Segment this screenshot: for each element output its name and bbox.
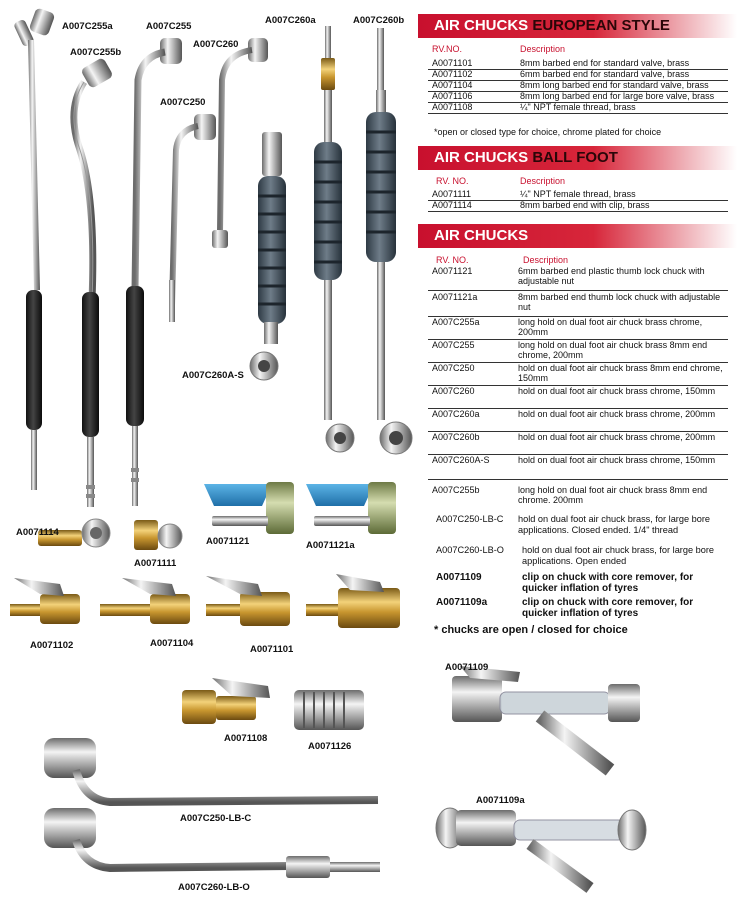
table-row (428, 200, 728, 212)
row-desc: long hold on dual foot air chuck brass 8mm end chrome, 200mm (518, 340, 708, 360)
row-no: A007C250-LB-C (436, 514, 504, 524)
chuck-a007c260a-image (314, 26, 354, 452)
figure-label: A007C260 (193, 39, 239, 50)
row-desc: 8mm barbed end with clip, brass (520, 200, 650, 210)
row-no: A0071106 (432, 91, 473, 101)
column-header-rvno: RV. NO. (436, 255, 469, 265)
figure-label: A0071101 (250, 644, 294, 655)
figure-label: A007C250-LB-C (180, 813, 252, 824)
chuck-a007c255b-image (74, 57, 114, 507)
row-no: A007C250 (432, 363, 475, 373)
row-desc: 8mm barbed end thumb lock chuck with adjustable nut (518, 292, 721, 312)
row-desc: clip on chuck with core remover, for quicker inflation of tyres (522, 572, 694, 594)
figure-label: A0071121 (206, 536, 250, 547)
row-no: A0071121a (432, 292, 478, 302)
table-row (428, 317, 728, 340)
row-no: A007C255 (432, 340, 475, 350)
row-no: A0071109 (436, 572, 482, 583)
table-row (428, 340, 728, 363)
row-desc: hold on dual foot air chuck brass chrome, 200mm (518, 409, 716, 419)
chuck-a0071102-image (10, 578, 80, 624)
row-desc: hold on dual foot air chuck brass 8mm end chrome, 150mm (518, 363, 723, 383)
row-desc: 8mm long barbed end for standard valve, brass (520, 80, 709, 90)
figure-label: A007C250 (160, 97, 206, 108)
figure-label: A007C260b (353, 15, 405, 26)
section-title: AIR CHUCKS (434, 227, 529, 244)
row-desc: hold on dual foot air chuck brass chrome, 150mm (518, 455, 716, 465)
row-desc: 8mm long barbed end for large bore valve, brass (520, 91, 715, 101)
table-row (428, 455, 728, 480)
chuck-a0071109-image (452, 666, 640, 770)
figure-label: A007C260a (265, 15, 316, 26)
figure-label: A007C255 (146, 21, 192, 32)
row-desc: 6mm barbed end plastic thumb lock chuck with adjustable nut (518, 266, 705, 286)
row-no: A0071102 (432, 69, 473, 79)
section-title: AIR CHUCKS (434, 17, 529, 34)
table-row (428, 102, 728, 114)
row-no: A0071114 (432, 200, 472, 210)
chuck-a0071106-image (306, 574, 400, 628)
figure-label: A0071104 (150, 638, 194, 649)
chuck-a007c250-image (169, 114, 216, 322)
section-subtitle: BALL FOOT (532, 149, 618, 166)
table-row (428, 597, 728, 619)
table-row (428, 266, 728, 291)
row-desc: hold on dual foot air chuck brass, for large bore applications. Open ended (522, 545, 715, 566)
row-desc: ¼" NPT female thread, brass (520, 102, 636, 112)
section-header-air-chucks (418, 224, 737, 248)
row-desc: hold on dual foot air chuck brass chrome, 200mm (518, 432, 716, 442)
chuck-a007c255a-image (13, 7, 55, 490)
column-header-description: Description (523, 255, 569, 265)
row-no: A0071108 (432, 102, 473, 112)
section-header-ball-foot (418, 146, 737, 170)
row-no: A0071111 (432, 189, 472, 199)
row-no: A007C260a (432, 409, 480, 419)
row-desc: long hold on dual foot air chuck brass 8mm end chrome. 200mm (518, 485, 708, 505)
row-no: A0071121 (432, 266, 473, 276)
row-no: A007C260 (432, 386, 475, 396)
figure-label: A007C255a (62, 21, 113, 32)
table-row (428, 514, 728, 542)
row-no: A007C260-LB-O (436, 545, 504, 555)
figure-label: A007C255b (70, 47, 122, 58)
table-row (428, 363, 728, 386)
section-subtitle: EUROPEAN STYLE (532, 17, 670, 34)
figure-label: A0071109 (445, 662, 489, 673)
chuck-a0071121a-image (306, 482, 396, 534)
row-no: A007C260A-S (432, 455, 490, 465)
row-no: A0071109a (436, 597, 488, 608)
figure-label: A007C260-LB-O (178, 882, 250, 893)
column-header-rvno: RV. NO. (436, 176, 469, 186)
row-desc: hold on dual foot air chuck brass chrome, 150mm (518, 386, 716, 396)
chuck-a0071108-image (182, 678, 270, 724)
chuck-a0071104-image (100, 578, 190, 624)
figure-label: A0071102 (30, 640, 74, 651)
section-title: AIR CHUCKS (434, 149, 529, 166)
row-no: A0071101 (432, 58, 473, 68)
figure-label: A0071114 (16, 527, 59, 538)
figure-label: A0071126 (308, 741, 352, 752)
table-row (428, 572, 728, 594)
table-row (428, 545, 728, 571)
figure-label: A0071111 (134, 558, 177, 569)
row-no: A007C255a (432, 317, 480, 327)
row-desc: long hold on dual foot air chuck brass chrome, 200mm (518, 317, 703, 337)
chuck-a007c260b-image (366, 28, 412, 454)
row-no: A0071104 (432, 80, 473, 90)
column-header-rvno: RV.NO. (432, 44, 463, 54)
chuck-a0071109a-image (436, 808, 646, 888)
figure-label: A0071108 (224, 733, 268, 744)
section-note: *open or closed type for choice, chrome plated for choice (434, 127, 662, 137)
row-desc: 8mm barbed end for standard valve, brass (520, 58, 690, 68)
row-desc: ¼" NPT female thread, brass (520, 189, 636, 199)
row-no: A007C260b (432, 432, 480, 442)
chuck-a0071126-image (294, 690, 364, 730)
section-note: * chucks are open / closed for choice (434, 624, 628, 636)
table-row (428, 481, 728, 511)
table-row (428, 386, 728, 409)
section-header-european (418, 14, 737, 38)
chuck-a0071111-image (134, 520, 182, 550)
row-desc: clip on chuck with core remover, for quicker inflation of tyres (522, 597, 694, 619)
chuck-a007c260a-s-image (250, 132, 286, 380)
column-header-description: Description (520, 176, 566, 186)
figure-label: A0071121a (306, 540, 355, 551)
table-row (428, 432, 728, 455)
chuck-a0071121-image (204, 482, 294, 534)
row-desc: 6mm barbed end for standard valve, brass (520, 69, 690, 79)
figure-label: A0071109a (476, 795, 525, 806)
figure-label: A007C260A-S (182, 370, 244, 381)
column-header-description: Description (520, 44, 566, 54)
row-no: A007C255b (432, 485, 480, 495)
row-desc: hold on dual foot air chuck brass, for large bore applications. Closed ended. 1/4" thread (518, 514, 711, 535)
table-row (428, 409, 728, 432)
table-row (428, 292, 728, 317)
chuck-a0071101-image (206, 576, 290, 626)
